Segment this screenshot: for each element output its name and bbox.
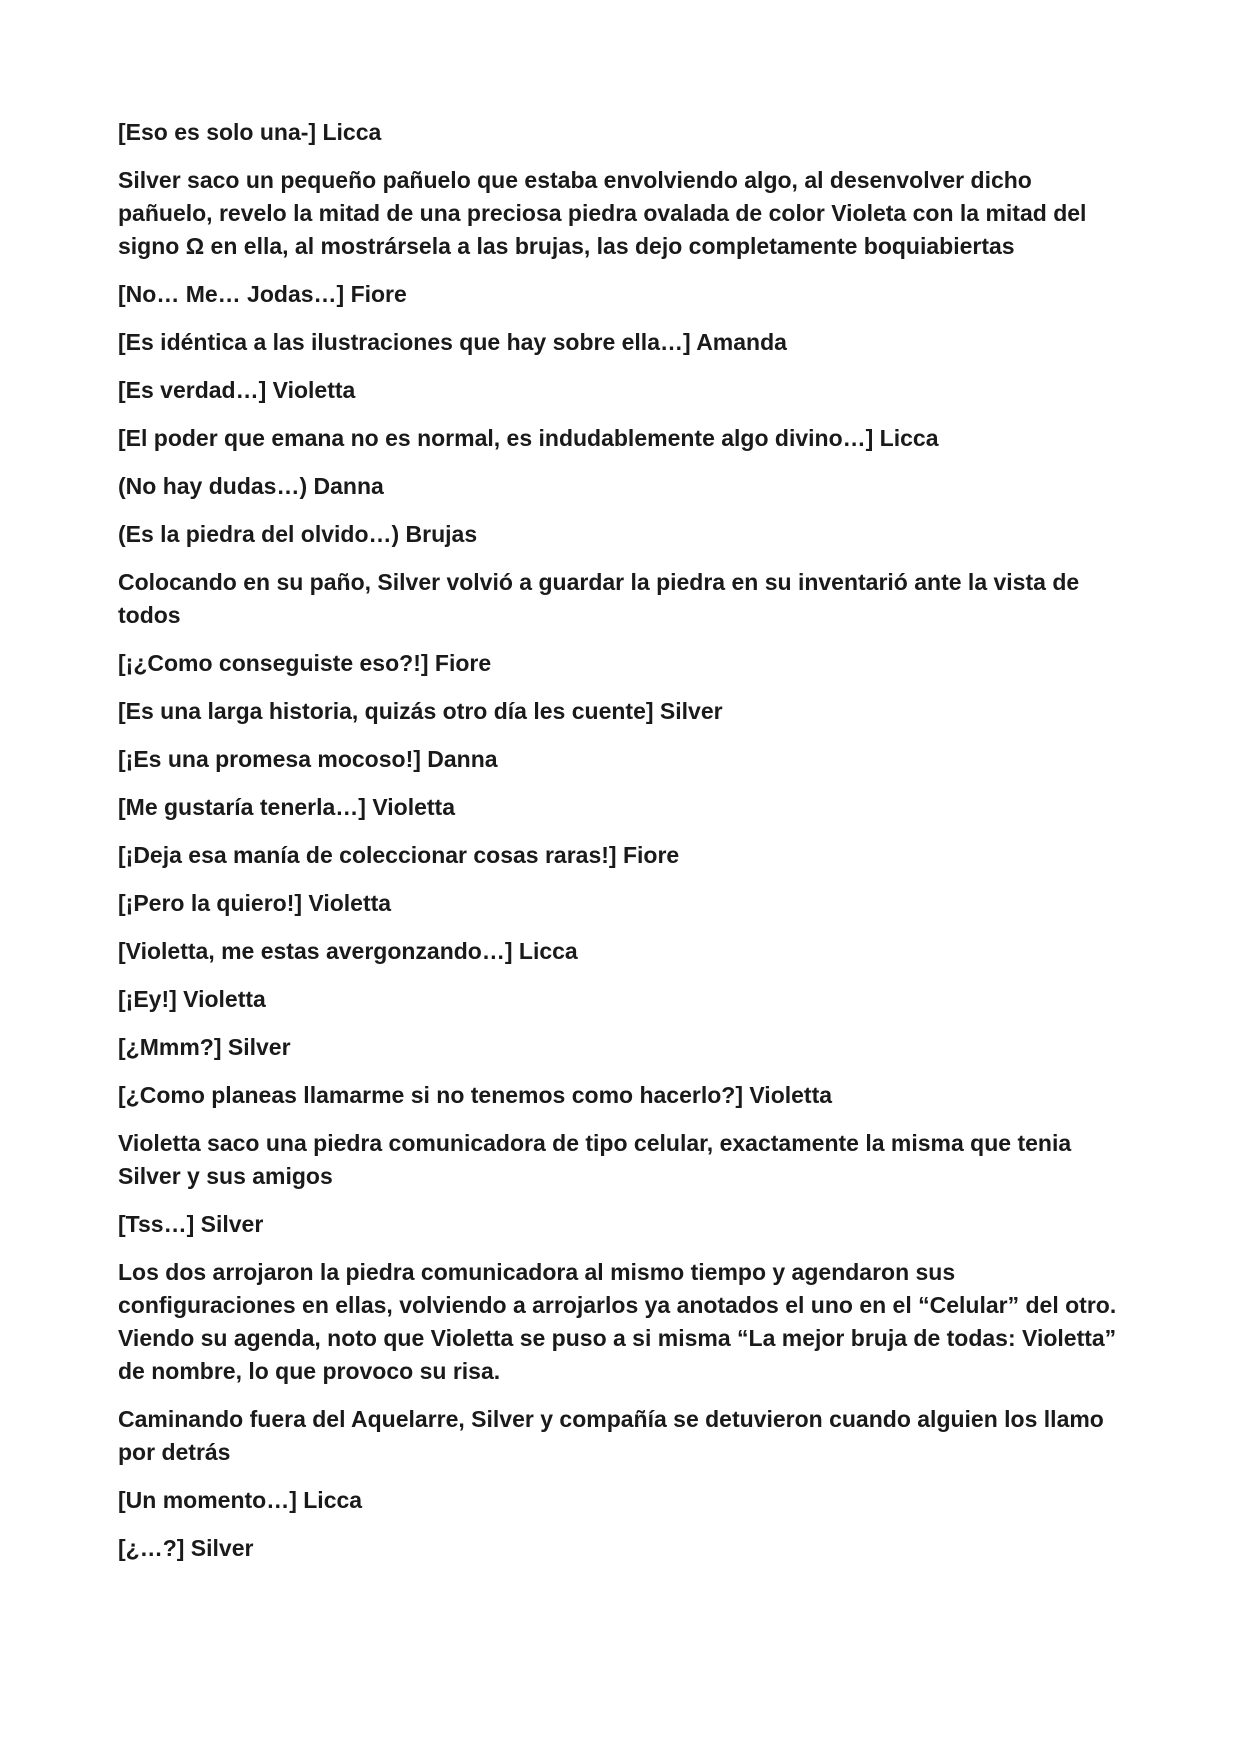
paragraph: [¡Es una promesa mocoso!] Danna <box>118 746 498 772</box>
paragraph: [Me gustaría tenerla…] Violetta <box>118 794 455 820</box>
paragraph: [¡Deja esa manía de coleccionar cosas raras!] Fiore <box>118 842 680 868</box>
paragraph: [Tss…] Silver <box>118 1211 264 1237</box>
paragraph: Caminando fuera del Aquelarre, Silver y compañía se detuvieron cuando alguien los llamo por detrás <box>118 1406 1104 1465</box>
paragraph: [Es idéntica a las ilustraciones que hay sobre ella…] Amanda <box>118 329 787 355</box>
paragraph: [¿Mmm?] Silver <box>118 1034 291 1060</box>
paragraph: [¡Pero la quiero!] Violetta <box>118 890 392 916</box>
paragraph: [El poder que emana no es normal, es indudablemente algo divino…] Licca <box>118 425 939 451</box>
paragraph: [¿…?] Silver <box>118 1535 254 1561</box>
paragraph: [¿Como planeas llamarme si no tenemos como hacerlo?] Violetta <box>118 1082 833 1108</box>
paragraph: [No… Me… Jodas…] Fiore <box>118 281 407 307</box>
paragraph: Silver saco un pequeño pañuelo que estaba envolviendo algo, al desenvolver dicho pañuelo, revelo la mitad de una preciosa piedra ovalada de color Violeta con la mitad del signo Ω en ella, al mostrársela a las brujas, las dejo completamente boquiabiertas <box>118 167 1087 259</box>
paragraph: Colocando en su paño, Silver volvió a guardar la piedra en su inventarió ante la vista de todos <box>118 569 1080 628</box>
paragraph: [Es verdad…] Violetta <box>118 377 356 403</box>
document-body <box>118 116 1128 1580</box>
paragraph: (Es la piedra del olvido…) Brujas <box>118 521 478 547</box>
paragraph: [¡Ey!] Violetta <box>118 986 266 1012</box>
paragraph: [Es una larga historia, quizás otro día les cuente] Silver <box>118 698 723 724</box>
paragraph: [¡¿Como conseguiste eso?!] Fiore <box>118 650 492 676</box>
paragraph: [Un momento…] Licca <box>118 1487 363 1513</box>
paragraph: [Violetta, me estas avergonzando…] Licca <box>118 938 578 964</box>
paragraph: Violetta saco una piedra comunicadora de tipo celular, exactamente la misma que tenia Silver y sus amigos <box>118 1130 1072 1189</box>
paragraph: (No hay dudas…) Danna <box>118 473 384 499</box>
paragraph: [Eso es solo una-] Licca <box>118 119 382 145</box>
paragraph: Los dos arrojaron la piedra comunicadora al mismo tiempo y agendaron sus configuraciones en ellas, volviendo a arrojarlos ya anotados el uno en el “Celular” del otro. Viendo su agenda, noto que Violetta se puso a si misma “La mejor bruja de todas: Violetta” de nombre, lo que provoco su risa. <box>118 1259 1117 1384</box>
